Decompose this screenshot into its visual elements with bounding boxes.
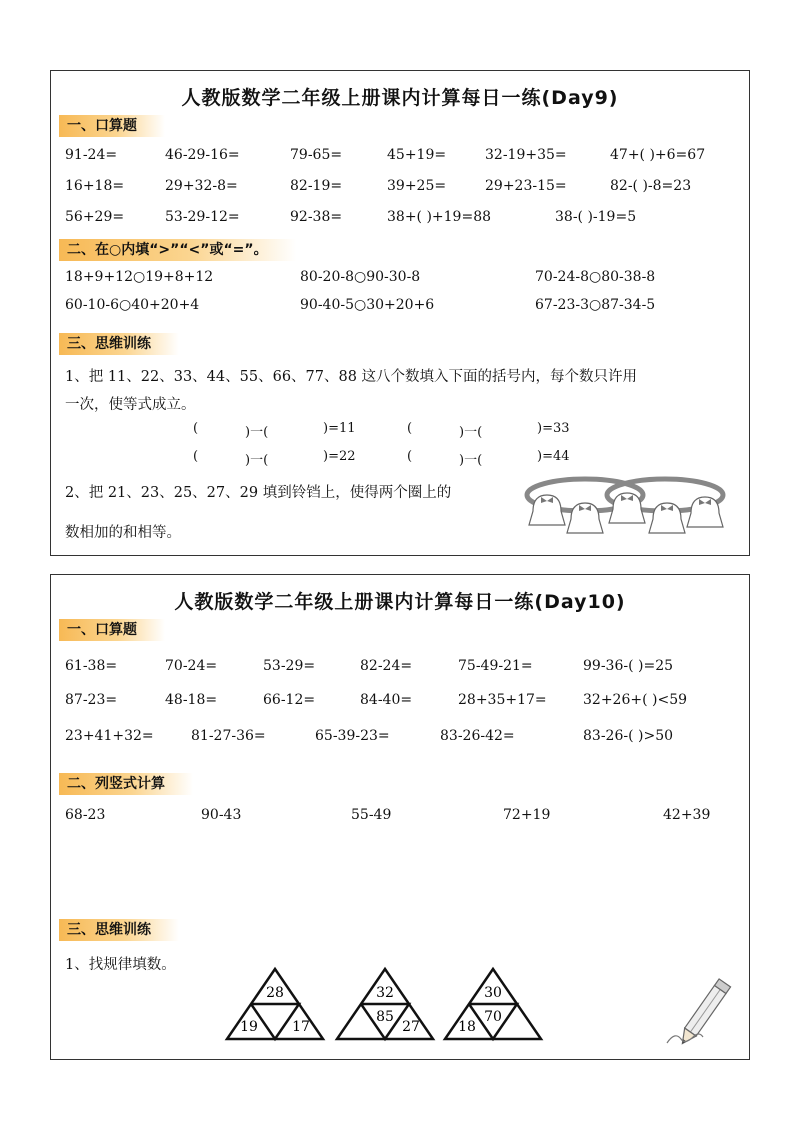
problem: 53-29-12= [165, 209, 240, 225]
problem-row [65, 147, 745, 169]
problem-row [65, 692, 745, 714]
vertical-problem: 42+39 [663, 807, 711, 823]
problem: 99-36-( )=25 [583, 658, 674, 674]
equation-part: )=11 [323, 421, 356, 436]
problem: 82-24= [360, 658, 413, 674]
section-header-compare: 二、在○内填“>”“<”或“=”。 [59, 239, 296, 261]
vertical-problem: 72+19 [503, 807, 551, 823]
equation-part: )=22 [323, 449, 356, 464]
triangle-right-number: 17 [292, 1019, 310, 1035]
question-2-text: 2、把 21、23、25、27、29 填到铃铛上，使得两个圈上的 [65, 485, 452, 501]
vertical-calc-row [65, 807, 745, 829]
problem: 46-29-16= [165, 147, 240, 163]
problem: 87-23= [65, 692, 118, 708]
equation-row [65, 449, 745, 471]
section-header-vertical-calc: 二、列竖式计算 [59, 773, 193, 795]
equation-part: )=44 [537, 449, 570, 464]
question-2-text-cont: 数相加的和相等。 [65, 525, 181, 541]
problem: 79-65= [290, 147, 343, 163]
problem: 82-( )-8=23 [610, 178, 692, 194]
equation-part: )一( [245, 425, 269, 440]
compare-row [65, 297, 745, 319]
problem-row [65, 209, 745, 231]
problem: 61-38= [65, 658, 118, 674]
problem: 32+26+( )<59 [583, 692, 688, 708]
problem-row [65, 658, 745, 680]
problem: 16+18= [65, 178, 125, 194]
equation-part: )一( [459, 453, 483, 468]
question-1-text-cont: 一次，使等式成立。 [65, 397, 196, 413]
triangle-top-number: 30 [484, 985, 502, 1001]
problem: 56+29= [65, 209, 125, 225]
problem: 32-19+35= [485, 147, 567, 163]
problem: 83-26-42= [440, 728, 515, 744]
equation-part: ( [193, 421, 199, 436]
number-triangle [443, 967, 543, 1041]
problem: 28+35+17= [458, 692, 547, 708]
problem: 91-24= [65, 147, 118, 163]
section-header-mental-math: 一、口算题 [59, 115, 165, 137]
problem: 38-( )-19=5 [555, 209, 637, 225]
question-1-text: 1、把 11、22、33、44、55、66、77、88 这八个数填入下面的括号内，每个数只许用 [65, 369, 638, 385]
worksheet-day10 [50, 574, 750, 1060]
problem: 29+23-15= [485, 178, 567, 194]
equation-part: )一( [459, 425, 483, 440]
problem: 45+19= [387, 147, 447, 163]
section-header-mental-math: 一、口算题 [59, 619, 165, 641]
equation-part: ( [407, 421, 413, 436]
compare-problem: 18+9+12○19+8+12 [65, 269, 214, 285]
vertical-problem: 90-43 [201, 807, 242, 823]
section-header-thinking: 三、思维训练 [59, 333, 179, 355]
problem-row [65, 728, 745, 750]
problem: 70-24= [165, 658, 218, 674]
pencil-icon [663, 973, 747, 1053]
equation-part: ( [193, 449, 199, 464]
triangle-left-number: 18 [458, 1019, 476, 1035]
worksheet-day9 [50, 70, 750, 556]
equation-part: )=33 [537, 421, 570, 436]
problem: 92-38= [290, 209, 343, 225]
number-triangle [225, 967, 325, 1041]
problem: 84-40= [360, 692, 413, 708]
compare-problem: 70-24-8○80-38-8 [535, 269, 656, 285]
compare-problem: 80-20-8○90-30-8 [300, 269, 421, 285]
compare-problem: 67-23-3○87-34-5 [535, 297, 656, 313]
problem: 38+( )+19=88 [387, 209, 492, 225]
problem: 23+41+32= [65, 728, 154, 744]
vertical-problem: 68-23 [65, 807, 106, 823]
problem: 75-49-21= [458, 658, 533, 674]
triangle-center-number: 85 [376, 1009, 394, 1025]
compare-problem: 60-10-6○40+20+4 [65, 297, 200, 313]
triangle-top-number: 28 [266, 985, 284, 1001]
page-title: 人教版数学二年级上册课内计算每日一练(Day10) [174, 591, 626, 613]
problem: 81-27-36= [191, 728, 266, 744]
problem: 48-18= [165, 692, 218, 708]
vertical-problem: 55-49 [351, 807, 392, 823]
number-triangle [335, 967, 435, 1041]
equation-part: )一( [245, 453, 269, 468]
question-1-text: 1、找规律填数。 [65, 957, 176, 973]
equation-row [65, 421, 745, 443]
page-title: 人教版数学二年级上册课内计算每日一练(Day9) [181, 87, 619, 109]
equation-part: ( [407, 449, 413, 464]
problem-row [65, 178, 745, 200]
section-header-thinking: 三、思维训练 [59, 919, 179, 941]
problem: 39+25= [387, 178, 447, 194]
problem: 47+( )+6=67 [610, 147, 706, 163]
triangle-left-number: 19 [240, 1019, 258, 1035]
triangle-center-number: 70 [484, 1009, 502, 1025]
problem: 66-12= [263, 692, 316, 708]
compare-problem: 90-40-5○30+20+6 [300, 297, 435, 313]
bells-illustration [525, 473, 735, 553]
triangle-top-number: 32 [376, 985, 394, 1001]
problem: 29+32-8= [165, 178, 238, 194]
compare-row [65, 269, 745, 291]
problem: 82-19= [290, 178, 343, 194]
problem: 83-26-( )>50 [583, 728, 674, 744]
problem: 65-39-23= [315, 728, 390, 744]
problem: 53-29= [263, 658, 316, 674]
triangle-right-number: 27 [402, 1019, 420, 1035]
